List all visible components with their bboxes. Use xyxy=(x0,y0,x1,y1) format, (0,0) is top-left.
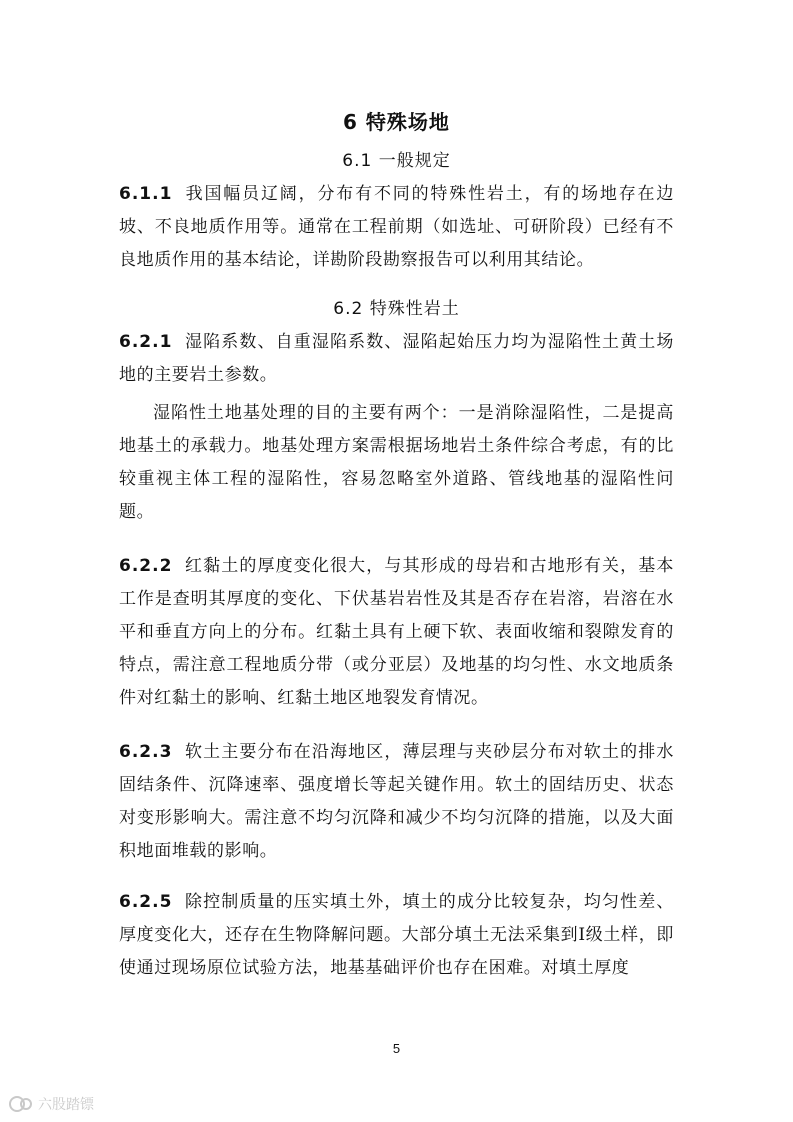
paragraph-6-2-1 xyxy=(119,326,674,392)
watermark-text: 六股踏镖 xyxy=(38,1097,94,1113)
chapter-title: 6 特殊场地 xyxy=(343,110,450,134)
paragraph-6-2-3 xyxy=(119,736,674,868)
section-title-6-1: 6.1 一般规定 xyxy=(342,151,451,171)
page-number: 5 xyxy=(392,1041,401,1056)
watermark xyxy=(8,1094,94,1114)
clause-number: 6.1.1 xyxy=(119,184,173,204)
paragraph-6-1-1 xyxy=(119,178,674,277)
clause-number: 6.2.3 xyxy=(119,742,173,762)
clause-text: 红黏土的厚度变化很大，与其形成的母岩和古地形有关，基本工作是查明其厚度的变化、下伏基岩岩性及其是否存在岩溶，岩溶在水平和垂直方向上的分布。红黏土具有上硬下软、表面收缩和裂隙发育的特点，需注意工程地质分带（或分亚层）及地基的均匀性、水文地质条件对红黏土的影响、红黏土地区地裂发育情况。 xyxy=(119,556,674,708)
watermark-logo-icon xyxy=(8,1094,34,1114)
clause-number: 6.2.2 xyxy=(119,556,173,576)
clause-text: 湿陷系数、自重湿陷系数、湿陷起始压力均为湿陷性土黄土场地的主要岩土参数。 xyxy=(119,332,674,385)
paragraph-6-2-5 xyxy=(119,886,674,985)
section-title-6-2: 6.2 特殊性岩土 xyxy=(333,299,460,319)
clause-number: 6.2.5 xyxy=(119,892,173,912)
paragraph-6-2-2 xyxy=(119,550,674,715)
clause-text: 软土主要分布在沿海地区，薄层理与夹砂层分布对软土的排水固结条件、沉降速率、强度增长等起关键作用。软土的固结历史、状态对变形影响大。需注意不均匀沉降和减少不均匀沉降的措施，以及大面积地面堆载的影响。 xyxy=(119,742,674,861)
clause-text: 我国幅员辽阔，分布有不同的特殊性岩土，有的场地存在边坡、不良地质作用等。通常在工程前期（如选址、可研阶段）已经有不良地质作用的基本结论，详勘阶段勘察报告可以利用其结论。 xyxy=(119,184,674,270)
clause-number: 6.2.1 xyxy=(119,332,173,352)
paragraph-6-2-1-continued: 湿陷性土地基处理的目的主要有两个：一是消除湿陷性，二是提高地基土的承载力。地基处理方案需根据场地岩土条件综合考虑，有的比较重视主体工程的湿陷性，容易忽略室外道路、管线地基的湿陷性问题。 xyxy=(119,403,674,522)
clause-text: 除控制质量的压实填土外，填土的成分比较复杂，均匀性差、厚度变化大，还存在生物降解问题。大部分填土无法采集到Ⅰ级土样，即使通过现场原位试验方法，地基基础评价也存在困难。对填土厚度 xyxy=(119,892,674,978)
